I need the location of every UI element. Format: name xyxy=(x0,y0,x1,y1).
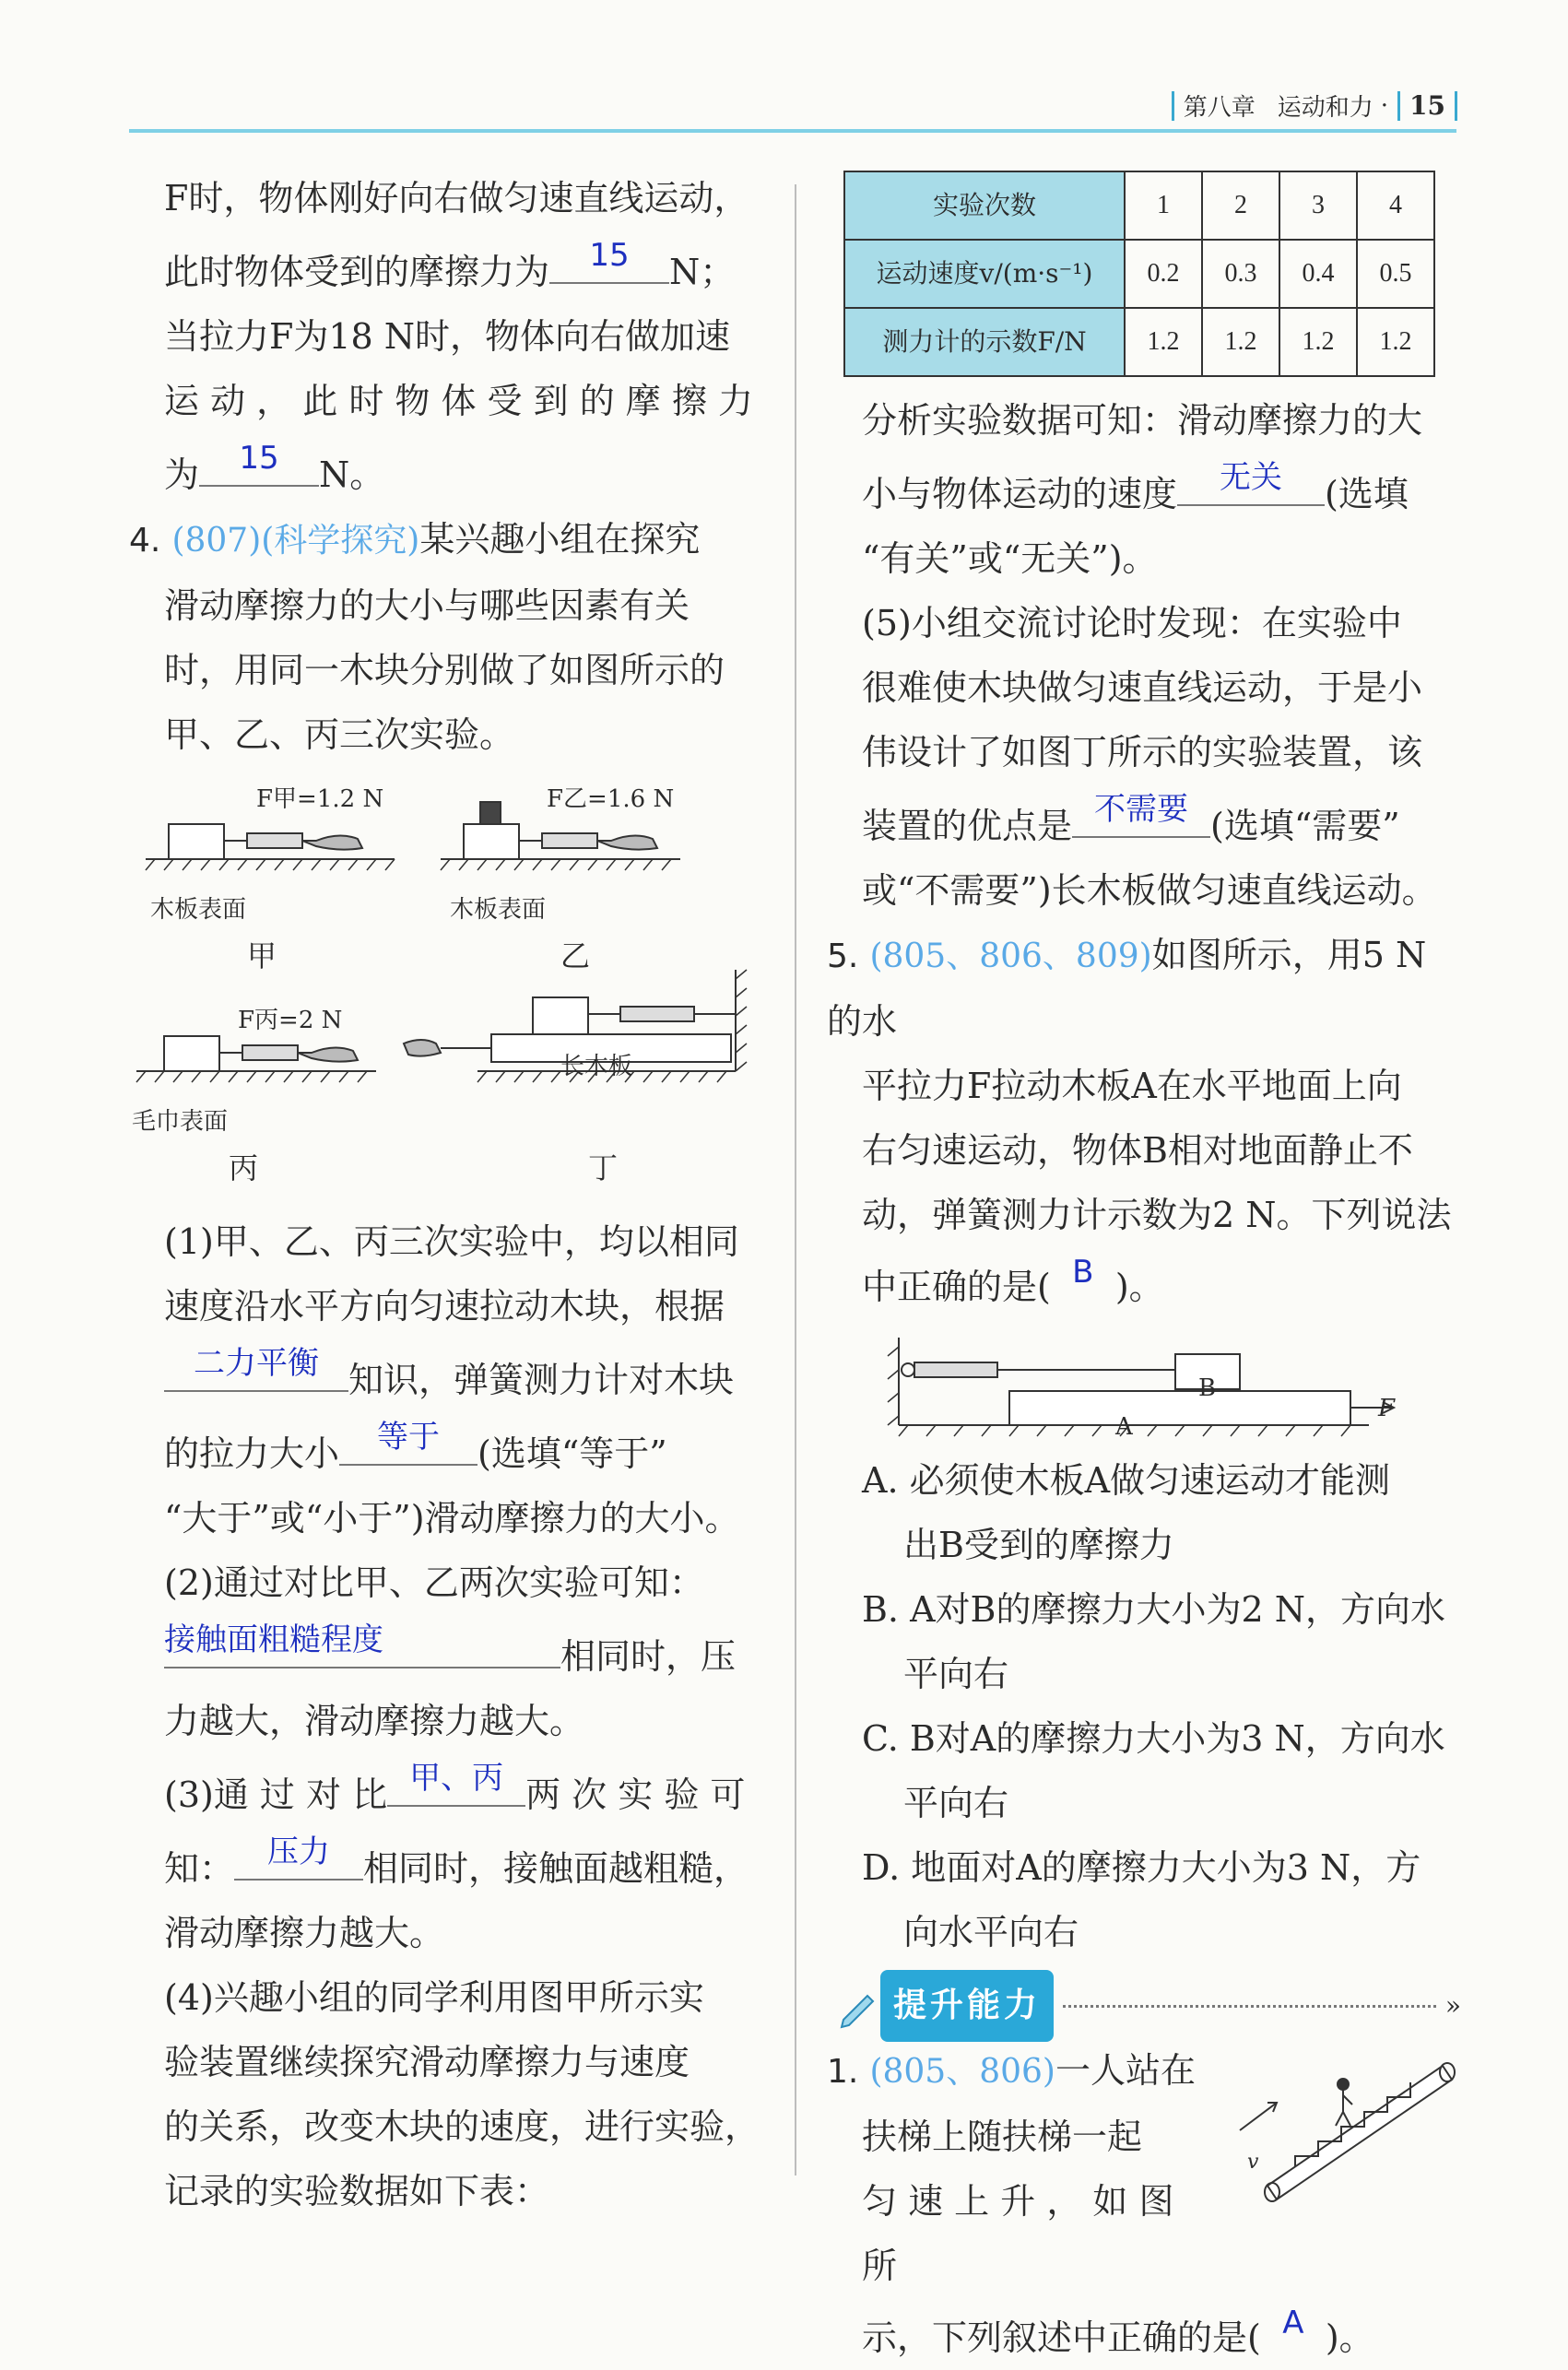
chapter-title: 运动和力 xyxy=(1277,94,1373,122)
surface-label: 木板表面 xyxy=(150,896,247,924)
text: 一人站在 xyxy=(1055,2050,1196,2091)
text-line: (2)通过对比甲、乙两次实验可知： xyxy=(164,1562,704,1603)
text-line: 的关系，改变木块的速度，进行实验， xyxy=(164,2106,760,2147)
text-line xyxy=(862,453,1461,526)
text-line: 匀 速 上 升 ， 如 图 所 xyxy=(862,2181,1174,2286)
column-divider xyxy=(795,184,796,2175)
velocity-label: v xyxy=(1247,2151,1259,2174)
table-cell: 0.5 xyxy=(1357,240,1434,308)
question-tag: (805、806) xyxy=(869,2053,1055,2091)
header-dot: · xyxy=(1380,91,1389,120)
text-line xyxy=(164,433,763,507)
table-cell: 1.2 xyxy=(1125,308,1202,376)
answer-text: 15 xyxy=(589,237,630,274)
figure-q5 xyxy=(880,1319,1461,1448)
text-line: “大于”或“小于”)滑动摩擦力的大小。 xyxy=(164,1498,740,1539)
pencil-icon xyxy=(834,1983,880,2029)
question-number: 4. xyxy=(129,522,161,560)
text: 为 xyxy=(164,454,200,495)
surface-label: 木板表面 xyxy=(450,896,547,924)
text-line xyxy=(862,784,1461,858)
text-line: 出B受到的摩擦力 xyxy=(903,1525,1174,1565)
answer-blank[interactable] xyxy=(234,1827,363,1881)
header-rule xyxy=(129,129,1456,133)
text: (选填“需要” xyxy=(1210,806,1400,846)
answer-blank[interactable] xyxy=(339,1412,477,1466)
text: N。 xyxy=(319,454,385,495)
answer-blank[interactable] xyxy=(1177,453,1325,506)
answer-text: 接触面粗糙程度 xyxy=(164,1621,383,1658)
answer-blank[interactable] xyxy=(387,1753,525,1807)
text-line xyxy=(862,2298,1461,2370)
text-line: 力越大，滑动摩擦力越大。 xyxy=(164,1701,585,1741)
text: )。 xyxy=(1114,1267,1164,1307)
q5-diagram xyxy=(880,1319,1397,1448)
table-cell: 0.4 xyxy=(1279,240,1357,308)
answer-text: 甲、丙 xyxy=(409,1760,504,1797)
text: (选填 xyxy=(1325,474,1409,514)
text-line xyxy=(164,230,763,304)
text-line: 伟设计了如图丁所示的实验装置，该 xyxy=(862,732,1423,772)
board-label: 长木板 xyxy=(560,1053,633,1080)
answer-blank[interactable] xyxy=(199,433,319,487)
force-label-jia: F甲=1.2 N xyxy=(256,785,384,813)
answer-blank[interactable] xyxy=(1051,1247,1115,1299)
text-line: 验装置继续探究滑动摩擦力与速度 xyxy=(164,2042,690,2082)
table-header: 测力计的示数F/N xyxy=(844,308,1125,376)
text: 如图所示，用5 N的水 xyxy=(827,935,1427,1042)
text: 示，下列叙述中正确的是( xyxy=(862,2317,1261,2358)
answer-text: 等于 xyxy=(377,1419,441,1456)
table-row xyxy=(844,240,1434,308)
table-header: 实验次数 xyxy=(844,171,1125,240)
text: 相同时，接触面越粗糙， xyxy=(363,1848,749,1889)
text-line: 分析实验数据可知：滑动摩擦力的大 xyxy=(862,400,1423,441)
text: 中正确的是( xyxy=(862,1267,1051,1307)
text: N； xyxy=(669,252,736,292)
table-row xyxy=(844,308,1434,376)
answer-text: 无关 xyxy=(1220,459,1283,496)
text-line: 运 动 ， 此 时 物 体 受 到 的 摩 擦 力 xyxy=(164,381,753,421)
header-bar xyxy=(1397,91,1400,121)
header-box xyxy=(1162,88,1467,123)
answer-text: A xyxy=(1282,2305,1304,2341)
question-tag: (807)(科学探究) xyxy=(171,522,420,560)
board-a-label: A xyxy=(1115,1413,1133,1441)
text-line: 向水平向右 xyxy=(903,1912,1079,1952)
force-label-yi: F乙=1.6 N xyxy=(547,785,675,813)
text: 知： xyxy=(164,1848,235,1889)
question-4 xyxy=(129,507,763,573)
text: )。 xyxy=(1325,2317,1374,2358)
answer-text: 二力平衡 xyxy=(194,1345,319,1382)
experiment-figure xyxy=(127,767,763,1209)
text-line: 当拉力F为18 N时，物体向右做加速 xyxy=(164,316,731,357)
text-line: 记录的实验数据如下表： xyxy=(164,2171,550,2211)
table-cell: 0.3 xyxy=(1202,240,1279,308)
question-number: 1. xyxy=(827,2053,859,2091)
page-number: 15 xyxy=(1409,90,1445,121)
text-line: 平向右 xyxy=(903,1783,1009,1823)
section-title: 提升能力 xyxy=(880,1970,1054,2042)
answer-text: 压力 xyxy=(267,1834,331,1870)
option-a[interactable]: A. 必须使木板A做匀速运动才能测 xyxy=(862,1460,1391,1501)
text: 装置的优点是 xyxy=(862,806,1073,846)
table-cell: 1.2 xyxy=(1357,308,1434,376)
chevron-right-icon: » xyxy=(1444,1990,1461,2021)
question-1-block xyxy=(827,2038,1461,2370)
table-header: 运动速度v/(m·s⁻¹) xyxy=(844,240,1125,308)
text-line: 动，弹簧测力计示数为2 N。下列说法 xyxy=(862,1195,1452,1235)
answer-text: 不需要 xyxy=(1094,791,1189,828)
block-b-label: B xyxy=(1198,1374,1217,1402)
text-line xyxy=(164,1615,763,1689)
label-bing: 丙 xyxy=(229,1150,259,1185)
header-bar xyxy=(1172,91,1174,121)
force-label-bing: F丙=2 N xyxy=(238,1007,343,1034)
label-jia: 甲 xyxy=(247,938,277,973)
text-line: 平拉力F拉动木板A在水平地面上向 xyxy=(862,1066,1402,1106)
text-line: 很难使木块做匀速直线运动，于是小 xyxy=(862,667,1423,708)
left-column xyxy=(129,166,763,2223)
answer-blank[interactable] xyxy=(549,230,669,284)
text-line xyxy=(164,1753,763,1827)
text: 相同时，压 xyxy=(560,1636,737,1677)
text-line xyxy=(862,1247,1461,1319)
text: (选填“等于” xyxy=(477,1433,667,1474)
question-tag: (805、806、809) xyxy=(869,937,1152,975)
question-5 xyxy=(827,923,1461,1054)
text-line: 滑动摩擦力的大小与哪些因素有关 xyxy=(164,585,690,626)
answer-blank[interactable] xyxy=(164,1615,560,1668)
table-cell: 1 xyxy=(1125,171,1202,240)
label-yi: 乙 xyxy=(560,938,591,973)
answer-text: B xyxy=(1072,1254,1094,1291)
header-bar xyxy=(1455,91,1457,121)
table-cell: 2 xyxy=(1202,171,1279,240)
escalator-figure xyxy=(1231,2038,1461,2204)
data-table xyxy=(843,171,1435,377)
answer-blank[interactable] xyxy=(164,1338,348,1392)
text-line: (4)兴趣小组的同学利用图甲所示实 xyxy=(164,1977,704,2018)
text-line: (1)甲、乙、丙三次实验中，均以相同 xyxy=(164,1221,739,1262)
force-f-label: F xyxy=(1378,1395,1396,1422)
text-line: 时，用同一木块分别做了如图所示的 xyxy=(164,650,725,690)
text-line: 甲、乙、丙三次实验。 xyxy=(164,714,515,755)
text-line: 扶梯上随扶梯一起 xyxy=(862,2116,1143,2157)
table-cell: 4 xyxy=(1357,171,1434,240)
text-line: F时，物体刚好向右做匀速直线运动， xyxy=(164,178,749,218)
right-column xyxy=(827,171,1461,2370)
text: 此时物体受到的摩擦力为 xyxy=(164,252,550,292)
text-line: 或“不需要”)长木板做匀速直线运动。 xyxy=(862,870,1437,911)
table-cell: 0.2 xyxy=(1125,240,1202,308)
label-ding: 丁 xyxy=(588,1150,619,1185)
text: 的拉力大小 xyxy=(164,1433,340,1474)
option-d[interactable]: D. 地面对A的摩擦力大小为3 N，方 xyxy=(862,1847,1421,1888)
table-cell: 1.2 xyxy=(1202,308,1279,376)
text-line: (5)小组交流讨论时发现：在实验中 xyxy=(862,603,1402,643)
text-line: 速度沿水平方向匀速拉动木块，根据 xyxy=(164,1286,725,1326)
text: 某兴趣小组在探究 xyxy=(419,519,701,560)
answer-blank[interactable] xyxy=(1261,2298,1326,2350)
text-line xyxy=(164,1338,763,1412)
table-row xyxy=(844,171,1434,240)
table-cell: 3 xyxy=(1279,171,1357,240)
page-header xyxy=(0,0,1568,138)
text-line xyxy=(164,1827,763,1901)
text-line xyxy=(164,1412,763,1486)
text: 小与物体运动的速度 xyxy=(862,474,1178,514)
text: 两 次 实 验 可 xyxy=(525,1775,746,1815)
section-header xyxy=(834,1974,1461,2038)
text-line: 右匀速运动，物体B相对地面静止不 xyxy=(862,1130,1413,1171)
answer-blank[interactable] xyxy=(1072,784,1210,838)
option-c[interactable]: C. B对A的摩擦力大小为3 N，方向水 xyxy=(862,1718,1445,1759)
surface-label: 毛巾表面 xyxy=(132,1108,229,1136)
table-cell: 1.2 xyxy=(1279,308,1357,376)
text-line: 滑动摩擦力越大。 xyxy=(164,1913,445,1953)
option-b[interactable]: B. A对B的摩擦力大小为2 N，方向水 xyxy=(862,1589,1445,1630)
answer-text: 15 xyxy=(239,440,279,477)
text-line: “有关”或“无关”)。 xyxy=(862,538,1158,579)
text: (3)通 过 对 比 xyxy=(164,1775,388,1815)
question-number: 5. xyxy=(827,937,859,975)
chapter-label: 第八章 xyxy=(1183,94,1256,122)
text-line: 平向右 xyxy=(903,1654,1009,1694)
dotted-rule xyxy=(1063,2005,1436,2008)
text: 知识，弹簧测力计对木块 xyxy=(348,1360,735,1400)
